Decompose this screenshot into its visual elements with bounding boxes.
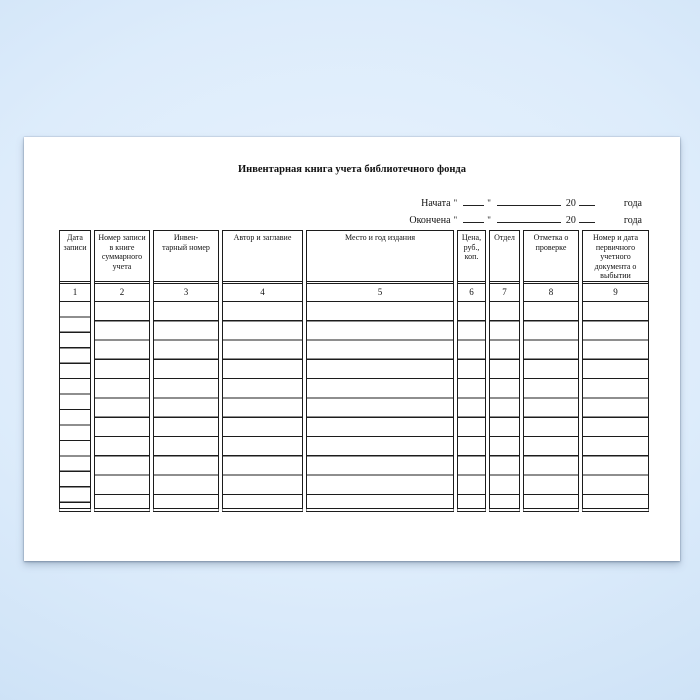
- column-number: 1: [60, 283, 90, 302]
- open-quote: ": [453, 215, 458, 225]
- column-body-rows: [307, 302, 453, 508]
- column-header: Номер записи в книге суммарного учета: [95, 231, 149, 282]
- table-column-5: [306, 230, 454, 512]
- table-column-9: [582, 230, 649, 512]
- column-number: 9: [583, 283, 648, 302]
- column-number: 8: [524, 283, 578, 302]
- column-body-rows: [154, 302, 218, 508]
- column-number: 6: [458, 283, 485, 302]
- column-body-rows: [583, 302, 648, 508]
- finished-suffix: года: [623, 215, 642, 226]
- column-header: Номер и дата первичного учетного документа о выбытии: [583, 231, 648, 282]
- column-number: 3: [154, 283, 218, 302]
- column-header: Цена, руб., коп.: [458, 231, 485, 282]
- close-quote: ": [487, 198, 491, 208]
- finished-label: Окончена: [409, 215, 451, 226]
- column-number: 7: [490, 283, 519, 302]
- column-header: Дата записи: [60, 231, 90, 282]
- table-column-2: [94, 230, 150, 512]
- finished-century: 20: [565, 215, 576, 226]
- table-column-6: [457, 230, 486, 512]
- started-label: Начата: [421, 198, 451, 209]
- column-body-rows: [458, 302, 485, 508]
- table-column-7: [489, 230, 520, 512]
- column-body-rows: [60, 302, 90, 508]
- column-header: Отдел: [490, 231, 519, 282]
- close-quote: ": [487, 215, 491, 225]
- started-line: [409, 195, 642, 212]
- column-body-rows: [524, 302, 578, 508]
- inventory-table: [59, 230, 653, 512]
- column-number: 4: [223, 283, 302, 302]
- column-number: 2: [95, 283, 149, 302]
- finished-line: [409, 212, 642, 229]
- table-column-1: [59, 230, 91, 512]
- column-header: Автор и заглавие: [223, 231, 302, 282]
- column-header: Инвен- тарный номер: [154, 231, 218, 282]
- finished-day-field: [463, 221, 484, 223]
- started-century: 20: [565, 198, 576, 209]
- table-column-3: [153, 230, 219, 512]
- open-quote: ": [453, 198, 458, 208]
- form-page: [24, 137, 680, 561]
- started-day-field: [463, 204, 484, 206]
- table-column-8: [523, 230, 579, 512]
- finished-month-field: [497, 221, 561, 223]
- started-year-field: [579, 204, 595, 206]
- column-body-rows: [95, 302, 149, 508]
- finished-year-field: [579, 221, 595, 223]
- page-title: Инвентарная книга учета библиотечного фонда: [238, 164, 466, 175]
- column-body-rows: [223, 302, 302, 508]
- started-month-field: [497, 204, 561, 206]
- started-suffix: года: [623, 198, 642, 209]
- column-body-rows: [490, 302, 519, 508]
- column-number: 5: [307, 283, 453, 302]
- column-header: Отметка о проверке: [524, 231, 578, 282]
- table-column-4: [222, 230, 303, 512]
- date-lines: [409, 195, 642, 229]
- column-header: Место и год издания: [307, 231, 453, 282]
